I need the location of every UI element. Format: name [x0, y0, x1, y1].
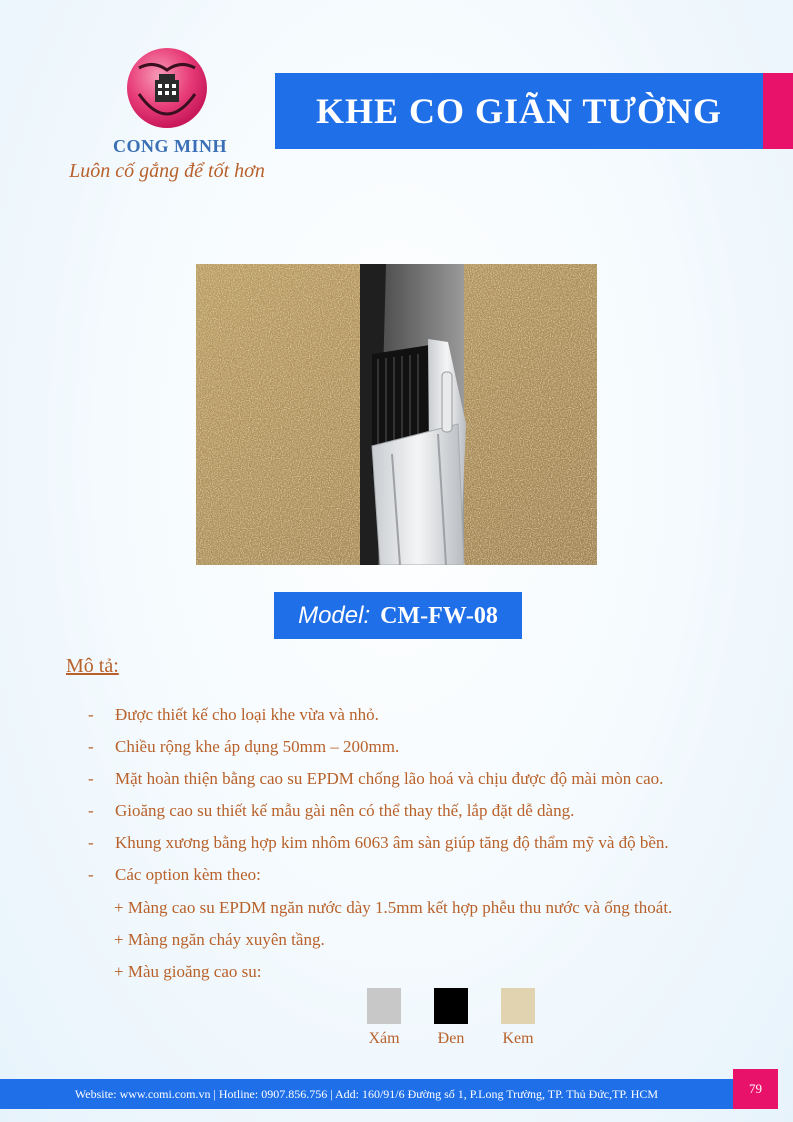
title-accent	[763, 73, 793, 149]
brand-slogan: Luôn cố gắng để tốt hơn	[69, 160, 265, 182]
list-item: - Mặt hoàn thiện bằng cao su EPDM chống lão hoá và chịu được độ mài mòn cao.	[88, 769, 664, 788]
title-bar	[275, 73, 763, 149]
swatch-label-black: Đen	[437, 1030, 465, 1047]
option-item: + Màu gioăng cao su:	[114, 962, 262, 981]
options-list	[114, 897, 672, 993]
list-item: - Khung xương bằng hợp kim nhôm 6063 âm sàn giúp tăng độ thẩm mỹ và độ bền.	[88, 833, 669, 852]
footer-contact: Website: www.comi.com.vn | Hotline: 0907.856.756 | Add: 160/91/6 Đường số 1, P.Long Trường, TP. Thủ Đức,TP. HCM	[0, 1079, 733, 1109]
model-badge	[274, 592, 522, 639]
page-title: KHE CO GIÃN TƯỜNG	[315, 91, 723, 131]
page-number: 79	[733, 1069, 778, 1109]
swatch-cream	[501, 988, 535, 1024]
brand-name: CONG MINH	[113, 136, 227, 156]
option-item: + Màng ngăn cháy xuyên tầng.	[114, 930, 325, 949]
swatch-label-cream: Kem	[502, 1030, 534, 1047]
product-photo	[196, 264, 597, 565]
swatch-black	[434, 988, 468, 1024]
swatch-grey	[367, 988, 401, 1024]
description-heading: Mô tả:	[66, 655, 119, 677]
list-item: - Gioăng cao su thiết kế mẫu gài nên có thể thay thế, lắp đặt dễ dàng.	[88, 801, 575, 820]
model-label: Model:	[298, 602, 371, 629]
description-list	[88, 703, 669, 895]
list-item: - Các option kèm theo:	[88, 865, 261, 884]
swatch-label-grey: Xám	[368, 1030, 400, 1047]
model-code: CM-FW-08	[380, 603, 498, 629]
company-logo	[125, 46, 209, 130]
list-item: - Chiều rộng khe áp dụng 50mm – 200mm.	[88, 737, 400, 756]
list-item: - Được thiết kế cho loại khe vừa và nhỏ.	[88, 705, 379, 724]
option-item: + Màng cao su EPDM ngăn nước dày 1.5mm kết hợp phễu thu nước và ống thoát.	[114, 898, 673, 917]
